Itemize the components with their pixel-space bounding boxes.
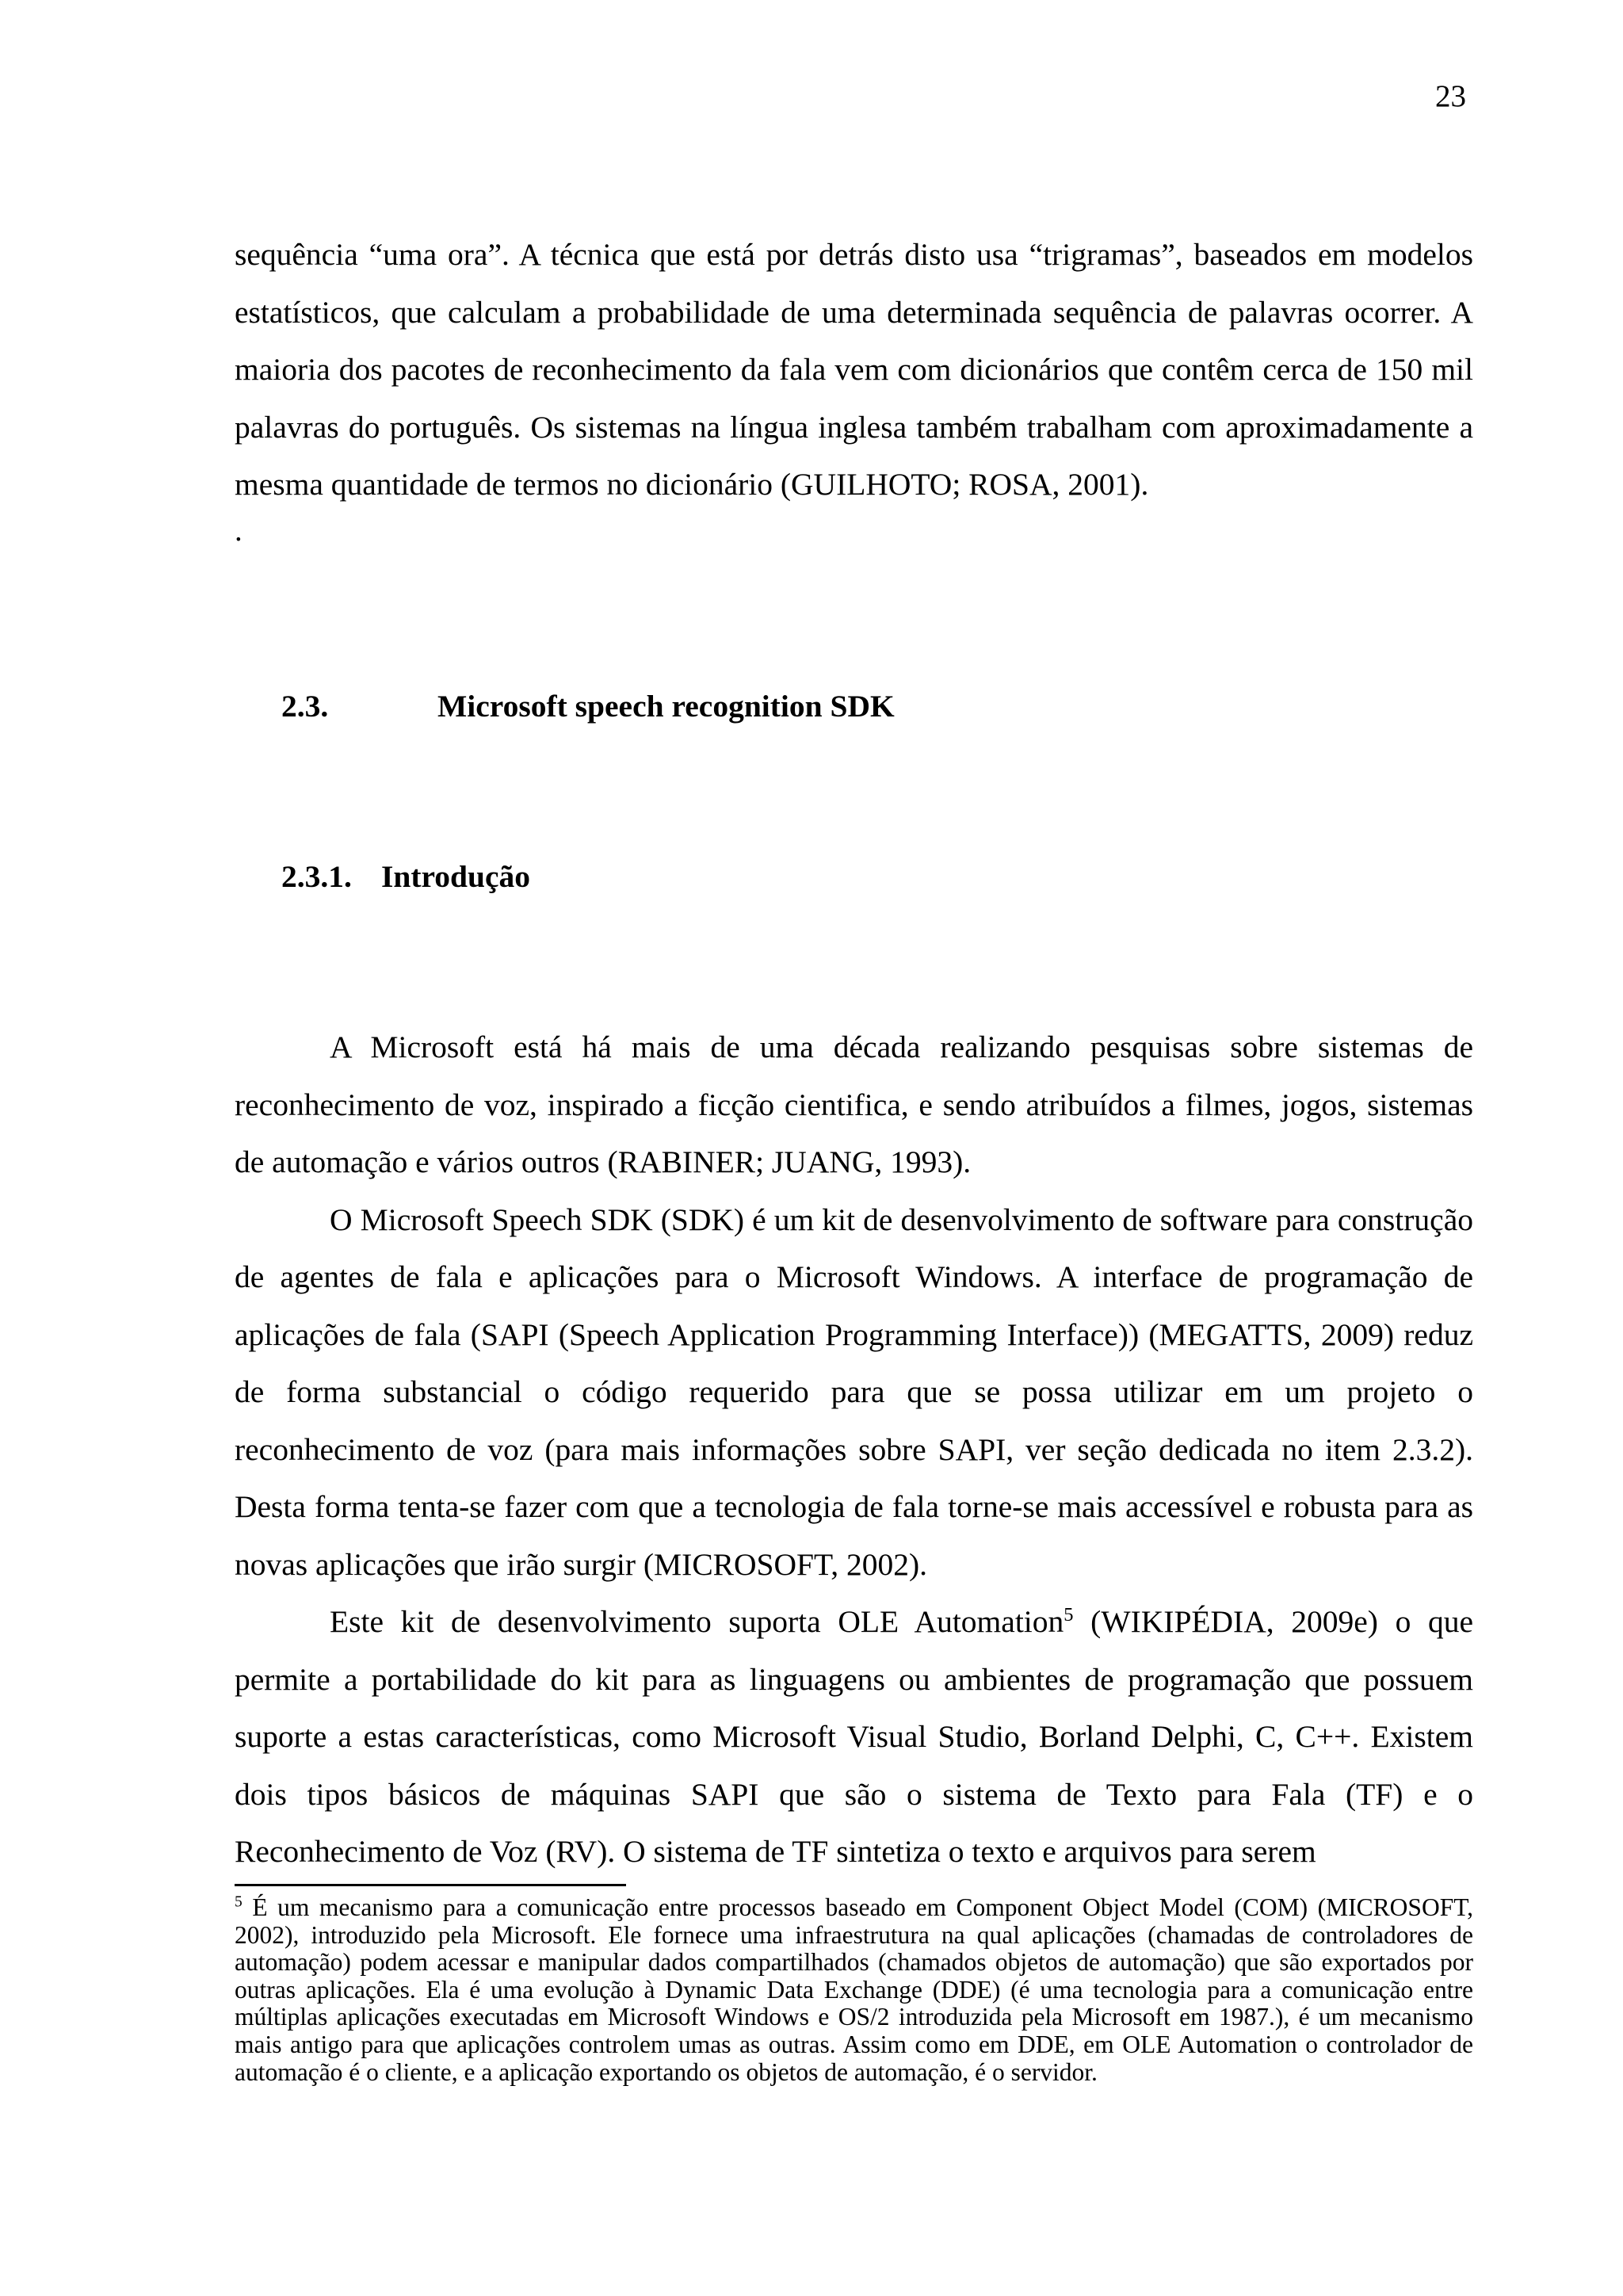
continued-paragraph: [235, 226, 1473, 514]
body-text: [235, 1018, 1473, 1881]
section-heading: [281, 691, 895, 723]
subsection-title: Introdução: [381, 859, 531, 894]
paragraph-3-end: (WIKIPÉDIA, 2009e) o que permite a portabilidade do kit para as linguagens ou ambientes de programação que possuem suporte a estas características, como Microsoft Visual Studio, Borland Delphi, C, C++. Existem dois tipos básicos de máquinas SAPI que são o sistema de Texto para Fala (TF) e o Reconhecimento de Voz (RV). O sistema de TF sintetiza o texto e arquivos para serem: [235, 1604, 1473, 1869]
footnote-text-block: [235, 1894, 1473, 2086]
stray-dot: .: [235, 514, 242, 548]
footnote-marker: 5: [235, 1893, 242, 1911]
paragraph-text: sequência “uma ora”. A técnica que está por detrás disto usa “trigramas”, baseados em modelos estatísticos, que calculam a probabilidade de uma determinada sequência de palavras ocorrer. A maioria dos pacotes de reconhecimento da fala vem com dicionários que contêm cerca de 150 mil palavras do português. Os sistemas na língua inglesa também trabalham com aproximadamente a mesma quantidade de termos no dicionário (GUILHOTO; ROSA, 2001).: [235, 237, 1473, 502]
paragraph-3-start: Este kit de desenvolvimento suporta OLE Automation: [330, 1604, 1064, 1639]
paragraph-1: A Microsoft está há mais de uma década realizando pesquisas sobre sistemas de reconhecimento de voz, inspirado a ficção cientifica, e sendo atribuídos a filmes, jogos, sistemas de automação e vários outros (RABINER; JUANG, 1993).: [235, 1030, 1473, 1179]
footnote-reference[interactable]: 5: [1064, 1603, 1074, 1626]
paragraph-2: O Microsoft Speech SDK (SDK) é um kit de desenvolvimento de software para construção de agentes de fala e aplicações para o Microsoft Windows. A interface de programação de aplicações de fala (SAPI (Speech Application Programming Interface)) (MEGATTS, 2009) reduz de forma substancial o código requerido para que se possa utilizar em um projeto o reconhecimento de voz (para mais informações sobre SAPI, ver seção dedicada no item 2.3.2). Desta forma tenta-se fazer com que a tecnologia de fala torne-se mais accessível e robusta para as novas aplicações que irão surgir (MICROSOFT, 2002).: [235, 1201, 1473, 1582]
subsection-number: 2.3.1.: [281, 859, 352, 894]
footnote: [235, 1894, 1473, 2086]
page-number: 23: [1435, 79, 1466, 113]
section-number: 2.3.: [281, 689, 329, 724]
footnote-separator: [235, 1884, 626, 1886]
footnote-text: É um mecanismo para a comunicação entre processos baseado em Component Object Model (COM) (MICROSOFT, 2002), introduzido pela Microsoft. Ele fornece uma infraestrutura na qual aplicações (chamadas de controladores de automação) podem acessar e manipular dados compartilhados (chamados objetos de automação) que são exportados por outras aplicações. Ela é uma evolução à Dynamic Data Exchange (DDE) (é uma tecnologia para a comunicação entre múltiplas aplicações executadas em Microsoft Windows e OS/2 introduzida pela Microsoft em 1987.), é um mecanismo mais antigo para que aplicações controlem umas as outras. Assim como em DDE, em OLE Automation o controlador de automação é o cliente, e a aplicação exportando os objetos de automação, é o servidor.: [235, 1893, 1473, 2086]
subsection-heading: [281, 861, 530, 893]
paragraph-3: [235, 1593, 1473, 1881]
section-title: Microsoft speech recognition SDK: [437, 689, 895, 724]
